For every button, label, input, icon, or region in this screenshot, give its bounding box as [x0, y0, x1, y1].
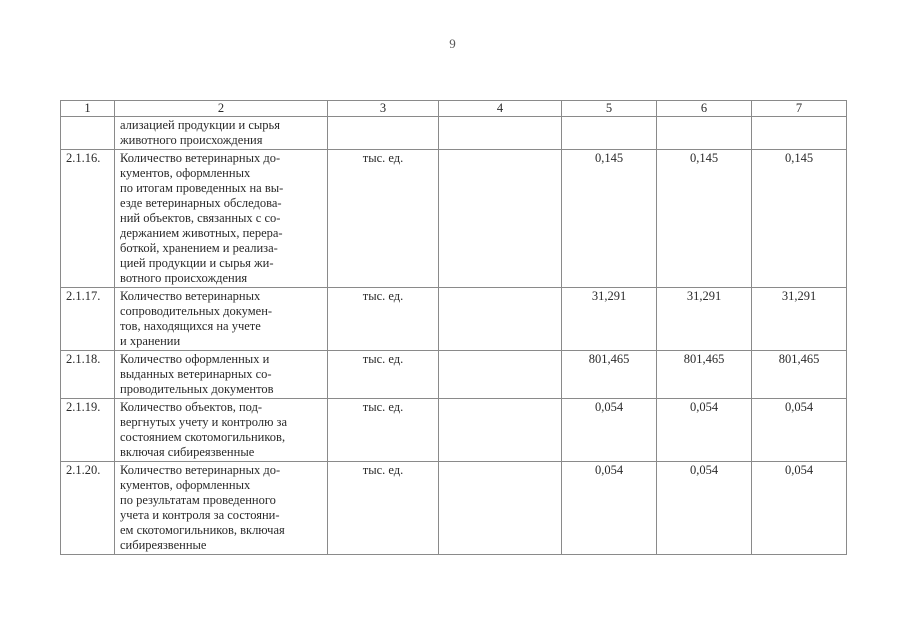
- table-header: [61, 101, 847, 117]
- value-col7: 31,291: [752, 288, 847, 351]
- header-col-7: 7: [752, 101, 847, 117]
- indicator-name: [115, 288, 328, 351]
- unit-cell: тыс. ед.: [328, 462, 439, 555]
- col4-cell: [439, 399, 562, 462]
- indicator-name-line: включая сибиреязвенные: [120, 445, 255, 459]
- row-number: 2.1.20.: [61, 462, 115, 555]
- indicator-name: [115, 399, 328, 462]
- indicator-name-line: цией продукции и сырья жи-: [120, 256, 274, 270]
- indicator-name: [115, 117, 328, 150]
- header-col-3: 3: [328, 101, 439, 117]
- indicator-name-line: выданных ветеринарных со-: [120, 367, 272, 381]
- indicator-name: [115, 462, 328, 555]
- row-number: 2.1.17.: [61, 288, 115, 351]
- header-row: [61, 101, 847, 117]
- row-number: 2.1.18.: [61, 351, 115, 399]
- table-row: [61, 462, 847, 555]
- col4-cell: [439, 150, 562, 288]
- indicator-name-line: ний объектов, связанных с со-: [120, 211, 281, 225]
- col4-cell: [439, 117, 562, 150]
- value-col7: 0,054: [752, 462, 847, 555]
- value-col5: 0,054: [562, 462, 657, 555]
- unit-cell: тыс. ед.: [328, 150, 439, 288]
- indicator-name-line: Количество ветеринарных до-: [120, 463, 281, 477]
- indicator-name-line: боткой, хранением и реализа-: [120, 241, 278, 255]
- indicator-name-line: состоянием скотомогильников,: [120, 430, 286, 444]
- unit-cell: тыс. ед.: [328, 399, 439, 462]
- header-col-5: 5: [562, 101, 657, 117]
- header-col-6: 6: [657, 101, 752, 117]
- indicator-name-line: по итогам проведенных на вы-: [120, 181, 284, 195]
- header-col-4: 4: [439, 101, 562, 117]
- indicator-name-line: вергнутых учету и контролю за: [120, 415, 288, 429]
- table-row: [61, 288, 847, 351]
- page-number: 9: [449, 36, 456, 51]
- indicator-name: [115, 150, 328, 288]
- table-row: [61, 150, 847, 288]
- value-col7: 801,465: [752, 351, 847, 399]
- value-col5: 0,054: [562, 399, 657, 462]
- indicator-name-line: ем скотомогильников, включая: [120, 523, 285, 537]
- indicator-name-line: сибиреязвенные: [120, 538, 207, 552]
- unit-cell: тыс. ед.: [328, 288, 439, 351]
- col4-cell: [439, 462, 562, 555]
- value-col5: 0,145: [562, 150, 657, 288]
- value-col6: [657, 117, 752, 150]
- header-col-2: 2: [115, 101, 328, 117]
- value-col7: [752, 117, 847, 150]
- header-col-1: 1: [61, 101, 115, 117]
- row-number: 2.1.19.: [61, 399, 115, 462]
- value-col5: 31,291: [562, 288, 657, 351]
- value-col7: 0,054: [752, 399, 847, 462]
- indicator-name: [115, 351, 328, 399]
- value-col6: 31,291: [657, 288, 752, 351]
- row-number: [61, 117, 115, 150]
- unit-cell: тыс. ед.: [328, 351, 439, 399]
- indicator-name-line: вотного происхождения: [120, 271, 248, 285]
- unit-cell: [328, 117, 439, 150]
- indicator-name-line: Количество ветеринарных: [120, 289, 261, 303]
- col4-cell: [439, 351, 562, 399]
- indicator-name-line: сопроводительных докумен-: [120, 304, 273, 318]
- indicator-name-line: Количество ветеринарных до-: [120, 151, 281, 165]
- indicator-name-line: и хранении: [120, 334, 181, 348]
- indicator-name-line: Количество оформленных и: [120, 352, 270, 366]
- indicator-name-line: кументов, оформленных: [120, 478, 251, 492]
- table-row: [61, 399, 847, 462]
- table-row: [61, 351, 847, 399]
- indicator-name-line: Количество объектов, под-: [120, 400, 263, 414]
- table-body: [61, 117, 847, 555]
- value-col6: 0,054: [657, 399, 752, 462]
- indicator-name-line: держанием животных, перера-: [120, 226, 283, 240]
- indicator-name-line: по результатам проведенного: [120, 493, 276, 507]
- indicator-name-line: проводительных документов: [120, 382, 274, 396]
- indicator-name-line: учета и контроля за состояни-: [120, 508, 280, 522]
- value-col6: 0,145: [657, 150, 752, 288]
- col4-cell: [439, 288, 562, 351]
- table-row: [61, 117, 847, 150]
- value-col7: 0,145: [752, 150, 847, 288]
- value-col6: 0,054: [657, 462, 752, 555]
- indicator-name-line: тов, находящихся на учете: [120, 319, 261, 333]
- indicators-table: [60, 100, 847, 555]
- indicator-name-line: езде ветеринарных обследова-: [120, 196, 282, 210]
- indicator-name-line: кументов, оформленных: [120, 166, 251, 180]
- row-number: 2.1.16.: [61, 150, 115, 288]
- value-col6: 801,465: [657, 351, 752, 399]
- indicator-name-line: животного происхождения: [120, 133, 263, 147]
- indicator-name-line: ализацией продукции и сырья: [120, 118, 280, 132]
- value-col5: 801,465: [562, 351, 657, 399]
- value-col5: [562, 117, 657, 150]
